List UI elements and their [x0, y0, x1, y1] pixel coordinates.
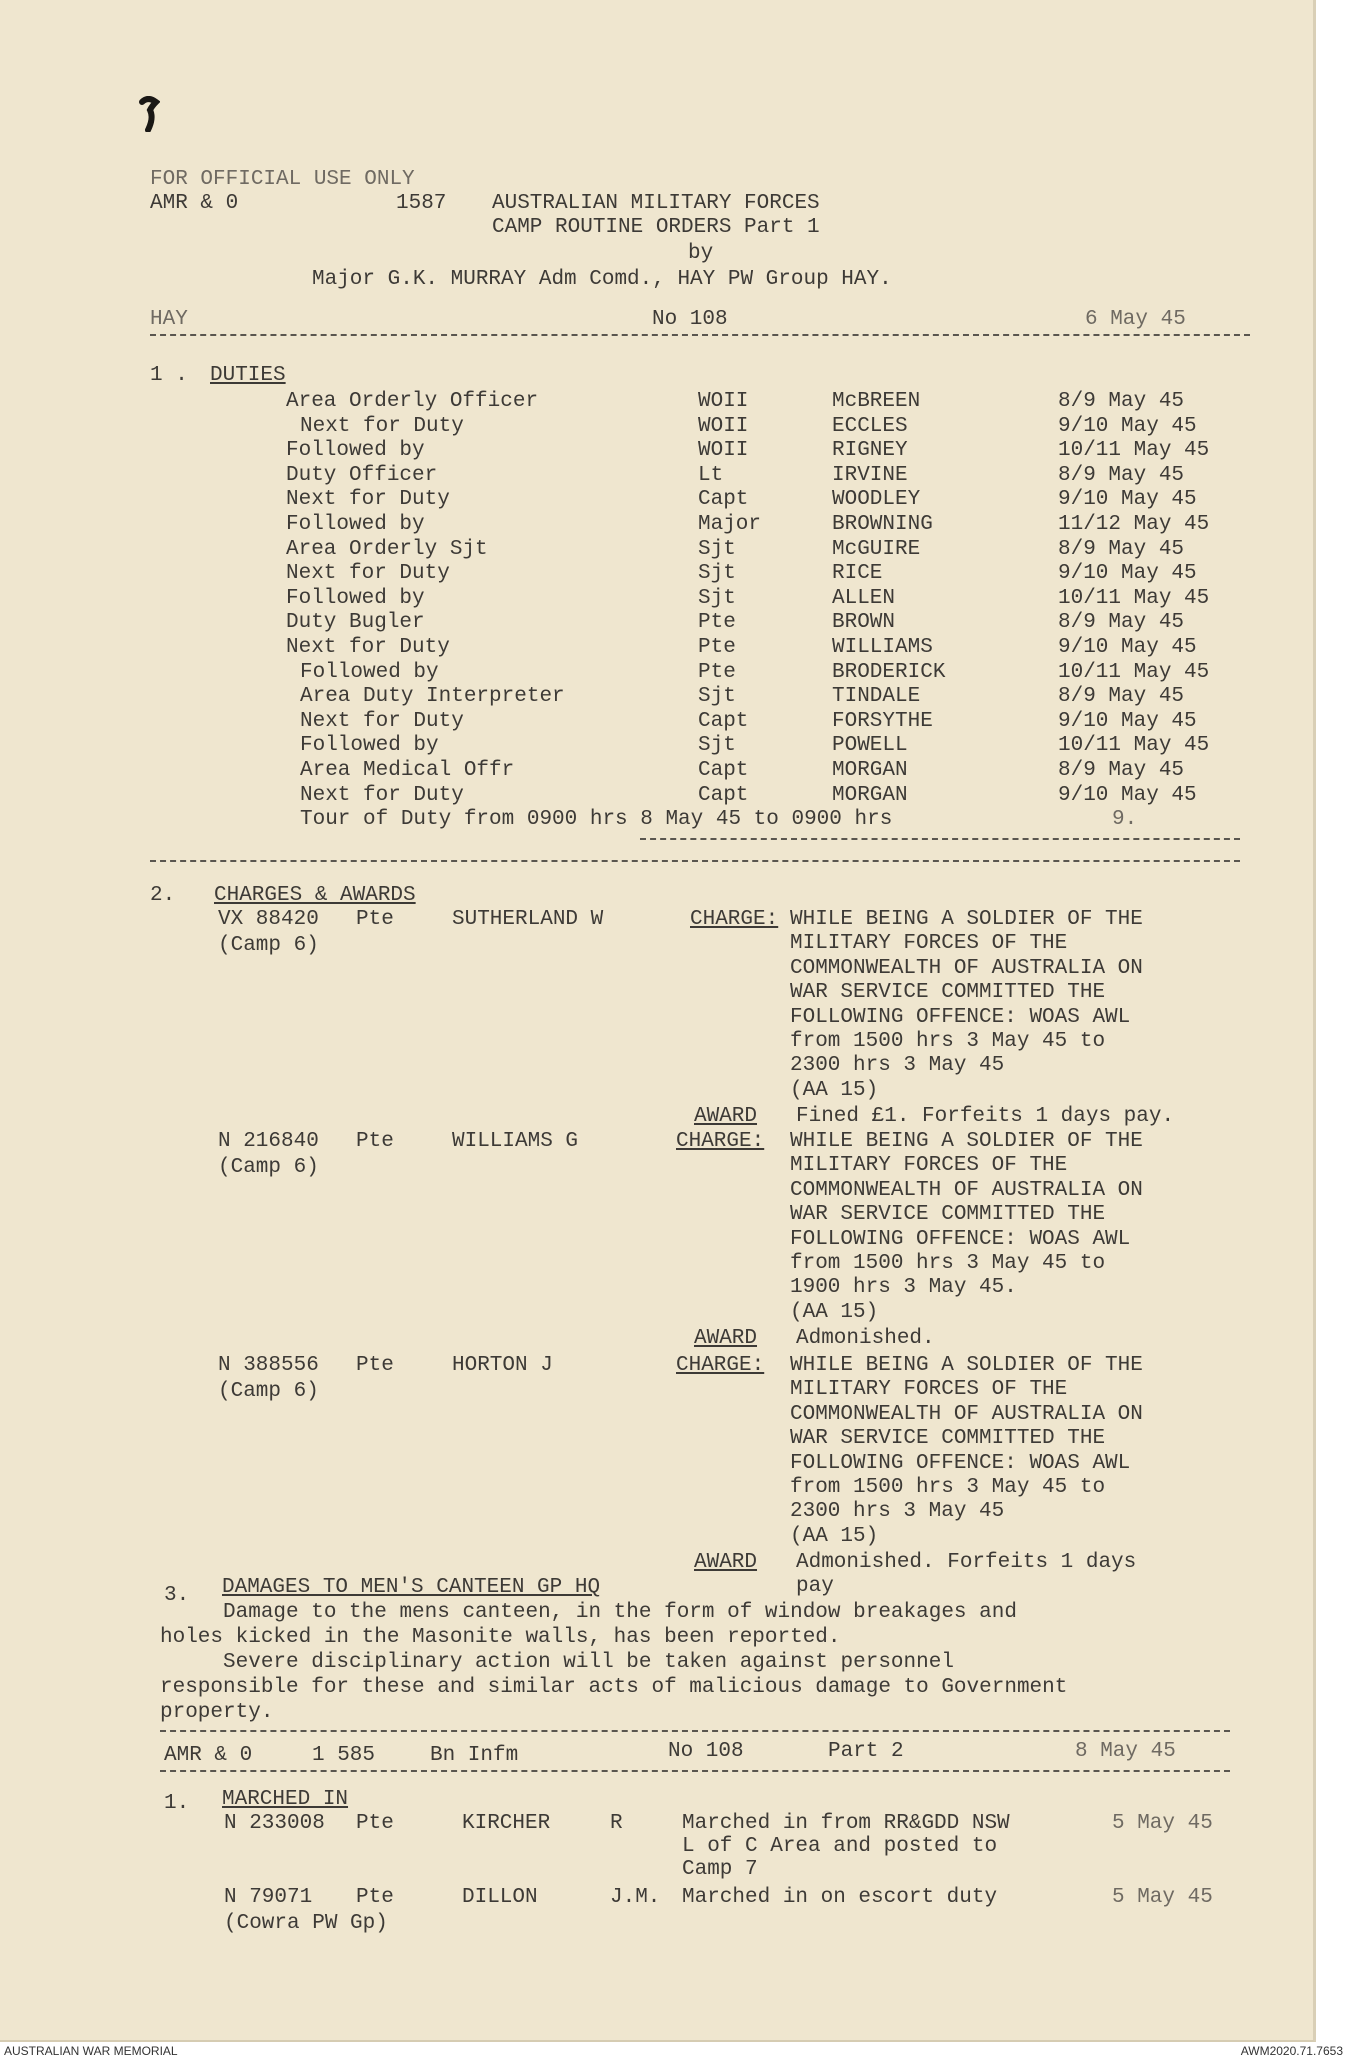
charge-text-line: WAR SERVICE COMMITTED THE: [790, 1427, 1106, 1451]
charge-text-line: from 1500 hrs 3 May 45 to: [790, 1252, 1106, 1275]
marched-rank: Pte: [356, 1886, 394, 1909]
charge-text-line: 2300 hrs 3 May 45: [790, 1054, 1005, 1078]
duty-role: Followed by: [300, 661, 439, 684]
award-label: AWARD: [694, 1327, 758, 1351]
duty-rank: Sjt: [698, 685, 736, 708]
soldier-rank: Pte: [356, 1354, 394, 1377]
charge-label: CHARGE:: [676, 1354, 765, 1377]
service-number: VX 88420: [218, 908, 319, 931]
charge-text-line: (AA 15): [790, 1524, 879, 1548]
duty-rank: Pte: [698, 636, 736, 659]
soldier-rank: Pte: [356, 908, 394, 931]
charge-text-line: COMMONWEALTH OF AUSTRALIA ON: [790, 1178, 1143, 1202]
duty-rank: WOII: [698, 439, 749, 462]
duty-name: MORGAN: [832, 784, 908, 807]
charge-label: CHARGE:: [676, 1130, 765, 1153]
charge-text-line: (AA 15): [790, 1300, 879, 1324]
soldier-camp: (Camp 6): [218, 934, 319, 957]
document-subtitle: CAMP ROUTINE ORDERS Part 1: [492, 216, 820, 239]
part2-order-number: No 108: [668, 1740, 744, 1763]
document-title: AUSTRALIAN MILITARY FORCES: [492, 192, 820, 215]
marched-date: 5 May 45: [1112, 1812, 1213, 1835]
duty-name: McBREEN: [832, 390, 921, 413]
charge-text-line: FOLLOWING OFFENCE: WOAS AWL: [790, 1451, 1131, 1475]
award-text-line: Fined £1. Forfeits 1 days pay.: [796, 1105, 1175, 1129]
duty-rank: Pte: [698, 661, 736, 684]
duty-date: 10/11 May 45: [1058, 661, 1210, 684]
marched-service-number: N 79071: [224, 1886, 313, 1909]
duties-heading: DUTIES: [210, 364, 286, 387]
order-number: No 108: [652, 308, 728, 331]
charge-text-line: from 1500 hrs 3 May 45 to: [790, 1030, 1106, 1053]
duty-role: Followed by: [286, 587, 425, 610]
duty-role: Next for Duty: [286, 636, 450, 659]
duty-date: 10/11 May 45: [1058, 439, 1210, 462]
marched-rank: Pte: [356, 1812, 394, 1835]
duty-rank: Capt: [698, 710, 749, 733]
award-text-line: Admonished.: [796, 1327, 935, 1351]
part2-section: Bn Infm: [430, 1744, 519, 1767]
duty-role: Followed by: [286, 513, 425, 536]
marched-detail-line: Marched in from RR&GDD NSW: [682, 1812, 1010, 1835]
duty-rank: WOII: [698, 415, 749, 438]
duty-name: RIGNEY: [832, 439, 908, 462]
charge-text-line: COMMONWEALTH OF AUSTRALIA ON: [790, 956, 1143, 980]
duties-number: 1 .: [150, 364, 188, 387]
award-text-line: Admonished. Forfeits 1 days: [796, 1551, 1137, 1575]
order-date: 6 May 45: [1085, 308, 1186, 331]
damages-paragraph: Damage to the mens canteen, in the form of window breakages and holes kicked in the Masonite walls, has been reported.: [160, 1601, 1017, 1649]
duty-name: BROWNING: [832, 513, 933, 536]
charge-text-line: 1900 hrs 3 May 45.: [790, 1276, 1017, 1300]
marched-detail-line: Marched in on escort duty: [682, 1886, 998, 1909]
charges-heading: CHARGES & AWARDS: [214, 884, 416, 907]
charge-label: CHARGE:: [690, 908, 779, 931]
charge-text-line: WHILE BEING A SOLDIER OF THE: [790, 908, 1143, 931]
charge-text-line: WAR SERVICE COMMITTED THE: [790, 1203, 1106, 1227]
tour-of-duty: Tour of Duty from 0900 hrs 8 May 45 to 0900 hrs: [300, 808, 893, 831]
soldier-rank: Pte: [356, 1130, 394, 1153]
duty-date: 9/10 May 45: [1058, 636, 1197, 659]
marched-name: DILLON: [462, 1886, 538, 1909]
part2-rule: [160, 1770, 1230, 1772]
soldier-camp: (Camp 6): [218, 1156, 319, 1179]
duty-date: 8/9 May 45: [1058, 464, 1185, 487]
duty-role: Next for Duty: [286, 562, 450, 585]
charge-text-line: (AA 15): [790, 1078, 879, 1102]
duty-date: 9/10 May 45: [1058, 415, 1197, 438]
soldier-name: SUTHERLAND W: [452, 908, 604, 931]
duty-date: 8/9 May 45: [1058, 611, 1185, 634]
charge-text-line: from 1500 hrs 3 May 45 to: [790, 1476, 1106, 1499]
classification-label: FOR OFFICIAL USE ONLY: [150, 168, 415, 191]
charge-text-line: MILITARY FORCES OF THE: [790, 1378, 1068, 1402]
duty-name: RICE: [832, 562, 883, 585]
marched-in-heading: MARCHED IN: [222, 1788, 349, 1811]
duty-name: McGUIRE: [832, 538, 921, 561]
order-place: HAY: [150, 308, 188, 331]
soldier-name: WILLIAMS G: [452, 1130, 579, 1153]
duty-role: Area Medical Offr: [300, 759, 515, 782]
duty-date: 11/12 May 45: [1058, 513, 1210, 536]
service-number: N 216840: [218, 1130, 319, 1153]
ink-mark-icon: [138, 96, 160, 132]
soldier-name: HORTON J: [452, 1354, 553, 1377]
duty-role: Followed by: [300, 734, 439, 757]
duty-name: ALLEN: [832, 587, 896, 610]
charge-text-line: WHILE BEING A SOLDIER OF THE: [790, 1130, 1143, 1153]
duty-date: 8/9 May 45: [1058, 538, 1185, 561]
tour-of-duty-end: 9.: [1112, 808, 1138, 831]
charge-text-line: WHILE BEING A SOLDIER OF THE: [790, 1354, 1143, 1377]
duty-role: Followed by: [286, 439, 425, 462]
award-label: AWARD: [694, 1105, 758, 1129]
charge-text-line: COMMONWEALTH OF AUSTRALIA ON: [790, 1402, 1143, 1426]
award-label: AWARD: [694, 1551, 758, 1575]
charge-text-line: WAR SERVICE COMMITTED THE: [790, 981, 1106, 1005]
duty-role: Next for Duty: [300, 710, 464, 733]
header-rule: [150, 334, 1250, 336]
duty-role: Area Orderly Officer: [286, 390, 539, 413]
part2-label: Part 2: [828, 1740, 904, 1763]
duty-name: POWELL: [832, 734, 908, 757]
part2-top-rule: [160, 1730, 1230, 1732]
title-by: by: [688, 242, 714, 265]
duty-name: TINDALE: [832, 685, 921, 708]
duty-name: ECCLES: [832, 415, 908, 438]
part2-reference: AMR & 0: [164, 1744, 253, 1767]
duty-date: 10/11 May 45: [1058, 734, 1210, 757]
soldier-camp: (Camp 6): [218, 1380, 319, 1403]
duty-rank: Major: [698, 513, 762, 536]
award-text-line: pay: [796, 1575, 834, 1599]
order-reference-number: 1587: [396, 192, 447, 215]
duty-name: WILLIAMS: [832, 636, 933, 659]
duty-name: BROWN: [832, 611, 896, 634]
duty-role: Area Orderly Sjt: [286, 538, 488, 561]
issuing-officer: Major G.K. MURRAY Adm Comd., HAY PW Group HAY.: [312, 268, 892, 291]
duty-role: Duty Bugler: [286, 611, 425, 634]
duty-date: 10/11 May 45: [1058, 587, 1210, 610]
duty-rank: Sjt: [698, 562, 736, 585]
archive-credit: AUSTRALIAN WAR MEMORIAL: [4, 2044, 178, 2058]
duty-role: Next for Duty: [300, 784, 464, 807]
duty-role: Duty Officer: [286, 464, 438, 487]
duty-name: WOODLEY: [832, 488, 921, 511]
damages-heading: DAMAGES TO MEN'S CANTEEN GP HQ: [222, 1576, 601, 1599]
duties-rule: [640, 838, 1240, 840]
damages-number: 3.: [164, 1584, 190, 1607]
charge-text-line: MILITARY FORCES OF THE: [790, 1154, 1068, 1178]
damages-warning-paragraph: Severe disciplinary action will be taken against personnel responsible for these and similar acts of malicious damage to Government property.: [160, 1651, 1068, 1724]
duty-date: 8/9 May 45: [1058, 685, 1185, 708]
duty-date: 8/9 May 45: [1058, 390, 1185, 413]
duty-rank: Sjt: [698, 734, 736, 757]
duty-date: 9/10 May 45: [1058, 562, 1197, 585]
charge-text-line: FOLLOWING OFFENCE: WOAS AWL: [790, 1005, 1131, 1029]
section-divider: [150, 860, 1240, 862]
charge-text-line: 2300 hrs 3 May 45: [790, 1500, 1005, 1524]
duty-rank: Sjt: [698, 587, 736, 610]
marched-unit: (Cowra PW Gp): [224, 1912, 388, 1935]
duty-name: BRODERICK: [832, 661, 946, 684]
duty-rank: Capt: [698, 488, 749, 511]
duty-rank: Capt: [698, 784, 749, 807]
charges-number: 2.: [150, 884, 176, 907]
duty-rank: Capt: [698, 759, 749, 782]
service-number: N 388556: [218, 1354, 319, 1377]
marched-name: KIRCHER: [462, 1812, 551, 1835]
duty-date: 9/10 May 45: [1058, 784, 1197, 807]
duty-date: 8/9 May 45: [1058, 759, 1185, 782]
duty-rank: Sjt: [698, 538, 736, 561]
duty-name: MORGAN: [832, 759, 908, 782]
duty-role: Next for Duty: [300, 415, 464, 438]
duty-rank: WOII: [698, 390, 749, 413]
marched-in-number: 1.: [164, 1792, 190, 1815]
duty-name: IRVINE: [832, 464, 908, 487]
marched-date: 5 May 45: [1112, 1886, 1213, 1909]
part2-reference-number: 1 585: [312, 1744, 376, 1767]
marched-detail-line: L of C Area and posted to: [682, 1835, 998, 1858]
duty-rank: Pte: [698, 611, 736, 634]
marched-service-number: N 233008: [224, 1812, 325, 1835]
marched-initials: R: [610, 1812, 623, 1835]
part2-date: 8 May 45: [1075, 1740, 1176, 1763]
duty-rank: Lt: [698, 464, 724, 487]
order-reference: AMR & 0: [150, 192, 239, 215]
duty-date: 9/10 May 45: [1058, 488, 1197, 511]
charge-text-line: MILITARY FORCES OF THE: [790, 932, 1068, 956]
archive-reference: AWM2020.71.7653: [1240, 2044, 1343, 2058]
duty-role: Area Duty Interpreter: [300, 685, 565, 708]
marched-initials: J.M.: [610, 1886, 661, 1909]
marched-detail-line: Camp 7: [682, 1858, 758, 1881]
duty-name: FORSYTHE: [832, 710, 933, 733]
charge-text-line: FOLLOWING OFFENCE: WOAS AWL: [790, 1227, 1131, 1251]
duty-role: Next for Duty: [286, 488, 450, 511]
duty-date: 9/10 May 45: [1058, 710, 1197, 733]
